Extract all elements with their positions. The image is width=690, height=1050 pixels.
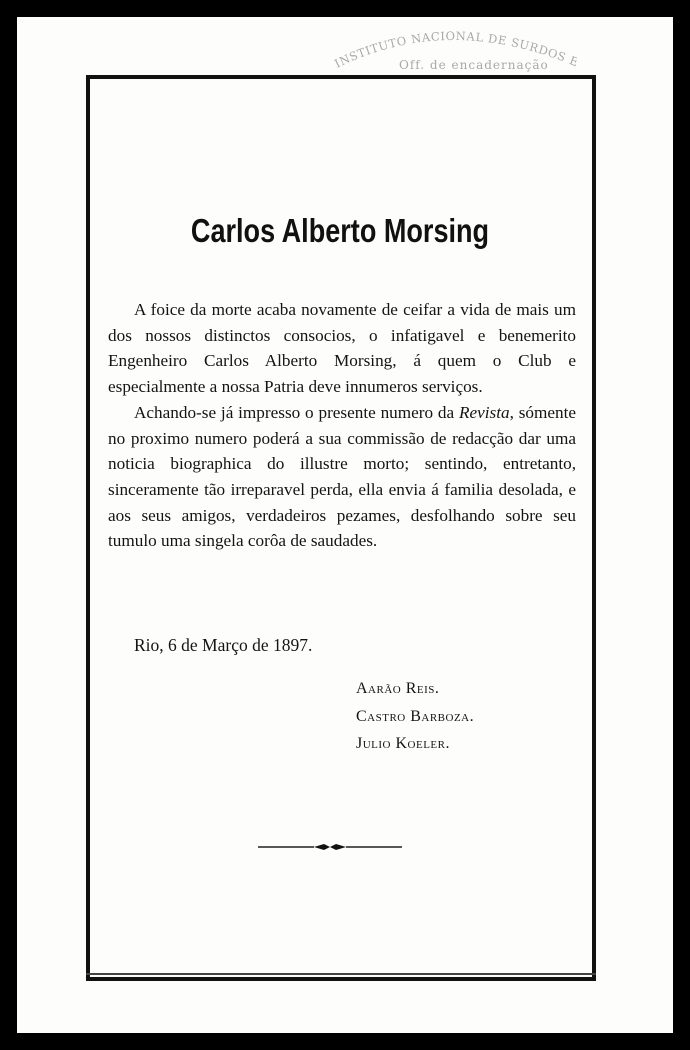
- journal-name: Revista: [459, 402, 510, 422]
- paragraph-2: [108, 400, 576, 554]
- paragraph-1: A foice da morte acaba novamente de ceifar a vida de mais um dos nossos distinctos consocios, o infatigavel e benemerito Engenheiro Carlos Alberto Morsing, á quem o Club e especialmente a nossa Patria deve innumeros serviços.: [108, 300, 576, 397]
- paragraph-2-rest: , sómente no proximo numero poderá a sua commissão de redacção dar uma noticia biographica do illustre morto; sentindo, entretanto, sinceramente tão irreparavel perda, ella envia á familia desolada, e aos seus amigos, verdadeiros pezames, desfolhando sobre seu tumulo uma singela corôa de saudades.: [108, 402, 577, 551]
- library-stamp: [327, 18, 577, 78]
- signature-3: Julio Koeler.: [356, 735, 450, 752]
- frame-bottom-rule: [86, 973, 596, 975]
- signatures: [356, 675, 474, 758]
- stamp-line-1: INSTITUTO NACIONAL DE SURDOS: [332, 28, 569, 71]
- signature-1: Aarão Reis.: [356, 680, 440, 697]
- obituary-title: Carlos Alberto Morsing: [190, 212, 490, 249]
- paragraph-2-start: Achando-se já impresso o presente numero da: [134, 402, 455, 422]
- stamp-line-2: Off. de encadernação: [399, 58, 549, 72]
- signature-2: Castro Barboza.: [356, 707, 475, 725]
- dateline: Rio, 6 de Março de 1897.: [134, 635, 313, 655]
- obituary-body: [108, 297, 576, 554]
- closing-ornament: [258, 840, 402, 854]
